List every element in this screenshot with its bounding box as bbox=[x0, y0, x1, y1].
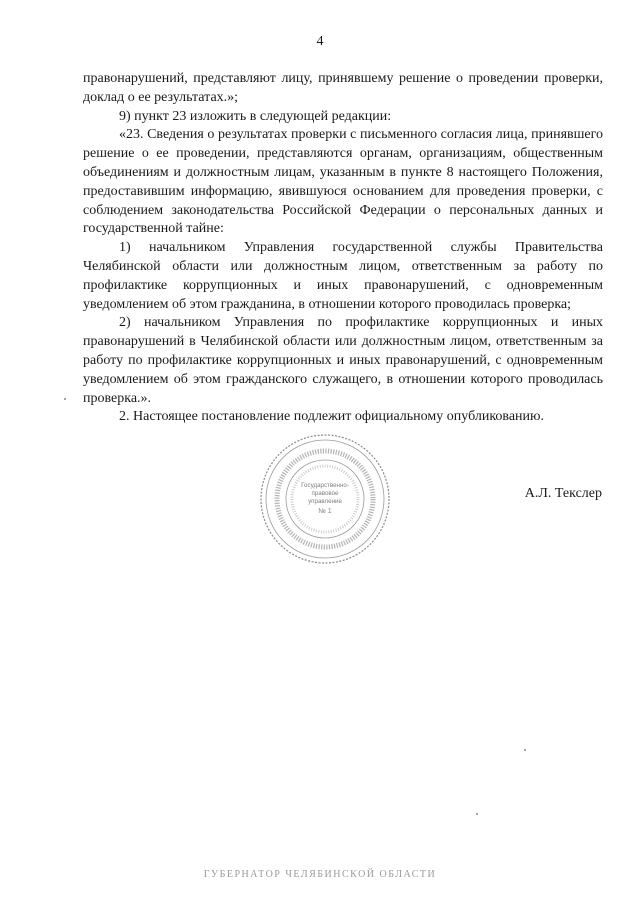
scan-speck bbox=[476, 813, 478, 815]
signatory-name: А.Л. Текслер bbox=[524, 486, 602, 501]
scan-speck bbox=[64, 398, 66, 400]
paragraph: «23. Сведения о результатах проверки с письменного согласия лица, принявшего решение о ее проведении, представляются органам, организациям, общественным объединениям и должностным лицам, указанным в пункте 8 настоящего Положения, предоставившим информацию, явившуюся основанием для проведения проверки, с соблюдением законодательства Российской Федерации о персональных данных и государственной тайне: bbox=[83, 127, 603, 237]
paragraph: 1) начальником Управления государственной службы Правительства Челябинской области или должностным лицом, ответственным за работу по профилактике коррупционных и иных правонарушений, с одновременным уведомлением об этом гражданина, в отношении которого проводилась проверка; bbox=[83, 240, 603, 312]
seal-text-line: № 1 bbox=[318, 508, 332, 515]
paragraph: правонарушений, представляют лицу, принявшему решение о проведении проверки, доклад о ее результатах.»; bbox=[83, 71, 603, 105]
official-seal-stamp bbox=[258, 432, 392, 566]
seal-text-line: правовое bbox=[311, 490, 339, 497]
paragraph: 9) пункт 23 изложить в следующей редакции: bbox=[119, 108, 392, 124]
scan-speck bbox=[524, 749, 526, 751]
paragraph: 2) начальником Управления по профилактике коррупционных и иных правонарушений в Челябинской области или должностным лицом, ответственным за работу по профилактике коррупционных и иных правонарушений, с одновременным уведомлением об этом гражданского служащего, в отношении которого проводилась проверка.». bbox=[83, 315, 603, 406]
document-body bbox=[83, 70, 603, 427]
paragraph: 2. Настоящее постановление подлежит официальному опубликованию. bbox=[119, 409, 544, 425]
footer-watermark: ГУБЕРНАТОР ЧЕЛЯБИНСКОЙ ОБЛАСТИ bbox=[203, 869, 437, 880]
page-number: 4 bbox=[316, 34, 324, 49]
seal-text-line: управление bbox=[308, 498, 342, 505]
seal-text-line: Государственно- bbox=[301, 482, 349, 489]
